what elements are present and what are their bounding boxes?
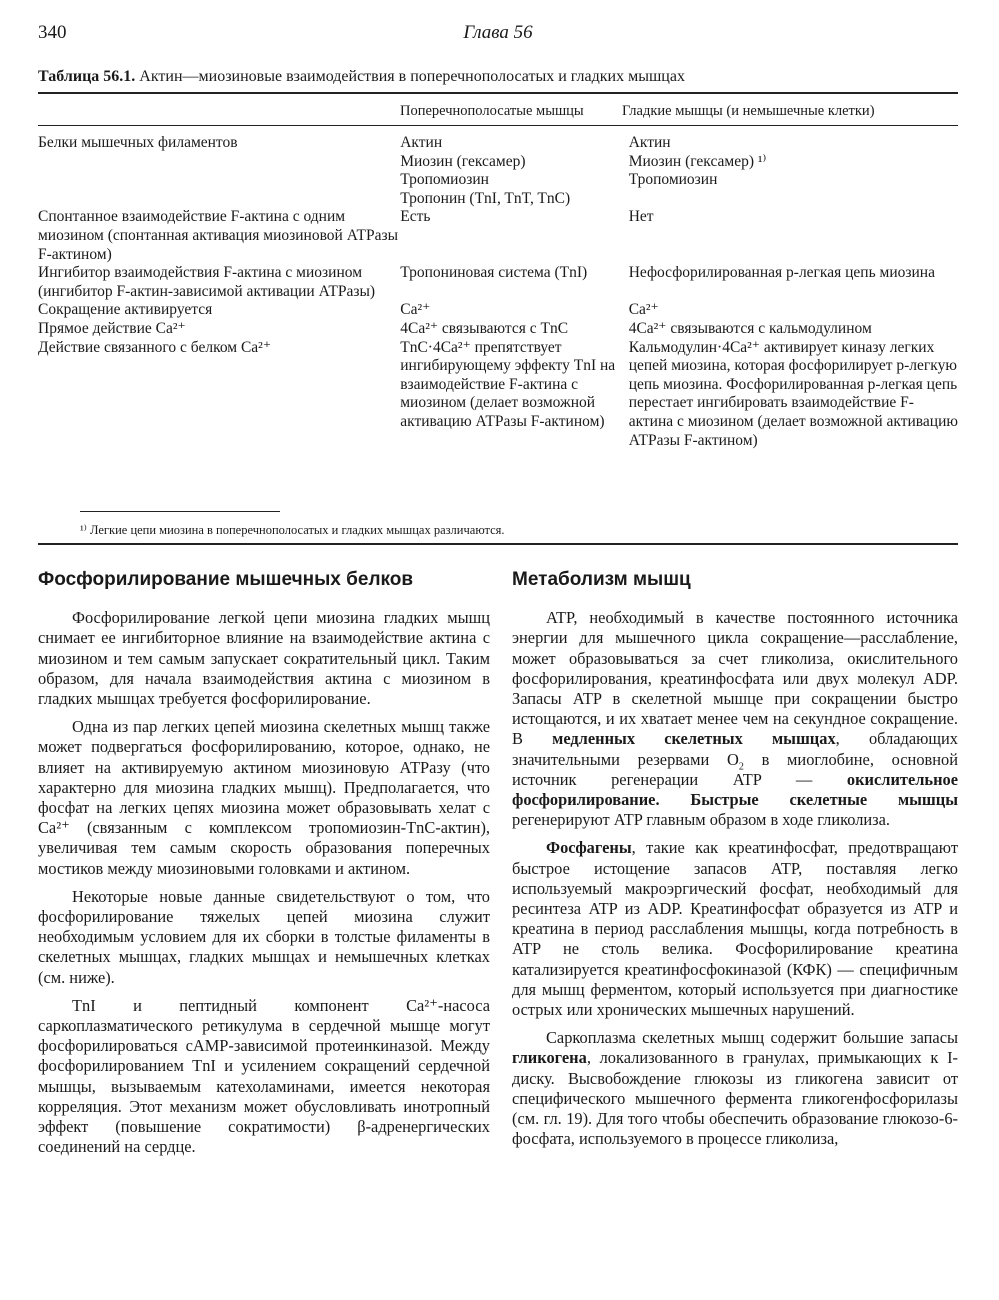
smooth-cell: Ca²⁺ (628, 301, 659, 319)
smooth-cell (629, 134, 958, 208)
right-column (512, 570, 958, 1157)
smooth-cell: Нет (628, 208, 654, 226)
paragraph: Саркоплазма скелетных мышц содержит большие запасы гликогена, локализованного в гранулах, примыкающих к I-диску. Высвобождение глюкозы из гликогена зависит от специфического мышечного фермента гликогенфосфорилазы (см. гл. 19). Для того чтобы обеспечить образование глюкозо-6-фосфата, используемого в процессе гликолиза, (512, 1028, 958, 1149)
comparison-table (38, 134, 958, 450)
striated-cell: TnC·4Ca²⁺ препятствует ингибирующему эффекту TnI на взаимодействие F-актина с миозином (делает возможной активацию АТРазы F-актином) (400, 338, 616, 430)
table-top-rule (38, 92, 958, 94)
paragraph: Фосфагены, такие как креатинфосфат, предотвращают быстрое истощение запасов ATP, поставляя легко используемый макроэргический фосфат, необходимый для ресинтеза ATP из ADP. Креатинфосфат образуется из ATP и креатина в период расслабления мышцы, когда потребность в ATP не столь велика. Фосфорилирование креатина катализируется креатинфосфокиназой (КФК) — специфичным для мышц ферментом, который используется при диагностике острых или хронических мышечных нарушений. (512, 838, 958, 1020)
row-label: Ингибитор взаимодействия F-актина с миозином (ингибитор F-актин-зависимой активации АТРазы) (38, 264, 376, 300)
cell-line: Тропонин (TnI, TnT, TnC) (400, 189, 571, 207)
table-row (38, 134, 958, 208)
footnote-rule (80, 511, 280, 512)
cell-line: Миозин (гексамер) (400, 152, 526, 170)
page-number: 340 (38, 22, 67, 43)
table-row (38, 264, 958, 301)
striated-cell: Ca²⁺ (400, 301, 431, 319)
striated-cell: 4Ca²⁺ связываются с TnC (400, 319, 569, 337)
left-column (38, 570, 490, 1165)
row-label: Прямое действие Ca²⁺ (38, 319, 186, 337)
table-header-rule (38, 125, 958, 126)
table-row (38, 208, 958, 264)
striated-cell: Есть (400, 208, 431, 226)
paragraph: TnI и пептидный компонент Ca²⁺-насоса саркоплазматического ретикулума в сердечной мышце могут фосфорилироваться cAMP-зависимой протеинкиназой. Между фосфорилированием TnI и усилением сокращений сердечной мышцы, вызываемым катехоламинами, имеется некоторая корреляция. Этот механизм может обусловливать инотропный эффект (повышение сократимости) β-адренергических соединений на сердце. (38, 995, 490, 1157)
column-header-smooth: Гладкие мышцы (и немышечные клетки) (622, 103, 875, 119)
smooth-cell: Нефосфорилированная р-легкая цепь миозина (628, 264, 935, 282)
paragraph: ATP, необходимый в качестве постоянного источника энергии для мышечного цикла сокращение—расслабление, может образовываться за счет гликолиза, окислительного фосфорилирования, креатинфосфата или двух молекул ADP. Запасы ATP в скелетной мышце при сокращении быстро истощаются, и их хватает менее чем на секундное сокращение. В медленных скелетных мышцах, обладающих значительными резервами $O_2$ в миоглобине, основной источник регенерации ATP — окислительное фосфорилирование. Быстрые скелетные мышцы регенерируют ATP главным образом в ходе гликолиза. (512, 608, 958, 830)
row-label: Спонтанное взаимодействие F-актина с одним миозином (спонтанная активация миозиновой АТРазы F-актином) (38, 208, 399, 263)
paragraph: Некоторые новые данные свидетельствуют о том, что фосфорилирование тяжелых цепей миозина служит необходимым условием для их сборки в толстые филаменты в скелетных мышцах, гладких мышцах и немышечных клетках (см. ниже). (38, 886, 490, 987)
paragraph: Одна из пар легких цепей миозина скелетных мышц также может подвергаться фосфорилированию, которое, однако, не влияет на активируемую актином миозиновую АТРазу (что характерно для миозина гладких мышц). Предполагается, что фосфат на легких цепях миозина может образовывать хелат с Ca²⁺ (связанным с комплексом тропомиозин-TnC-актин), увеличивая тем самым скорость образования поперечных мостиков между миозиновыми головками и актином. (38, 717, 490, 878)
smooth-cell: Кальмодулин·4Ca²⁺ активирует киназу легких цепей миозина, которая фосфорилирует р-легкую цепь миозина. Фосфорилированная р-легкая цепь перестает ингибировать взаимодействие F-актина с миозином (делает возможной активацию АТРазы F-актином) (628, 338, 958, 449)
cell-line: Тропомиозин (400, 171, 489, 189)
cell-line: Миозин (гексамер) ¹⁾ (628, 152, 767, 170)
paragraph: Фосфорилирование легкой цепи миозина гладких мышц снимает ее ингибиторное влияние на взаимодействие актина с миозином и тем самым запускает сократительный цикл. Таким образом, для начала взаимодействия актина с миозином в гладких мышцах требуется фосфорилирование. (38, 608, 490, 709)
table-row (38, 320, 958, 339)
table-row (38, 339, 958, 451)
column-header-striated: Поперечнополосатые мышцы (400, 103, 584, 119)
cell-line: Актин (628, 134, 671, 151)
table-row (38, 301, 958, 320)
table-caption-text: Актин—миозиновые взаимодействия в поперечнополосатых и гладких мышцах (139, 68, 685, 85)
table-caption (38, 68, 958, 86)
page-header (38, 22, 958, 46)
striated-cell: Тропониновая система (TnI) (400, 264, 588, 282)
striated-cell (400, 134, 628, 208)
cell-line: Тропомиозин (628, 171, 718, 189)
table-footnote: ¹⁾ Легкие цепи миозина в поперечнополосатых и гладких мышцах различаются. (80, 523, 505, 537)
row-label: Белки мышечных филаментов (38, 134, 238, 151)
row-label: Действие связанного с белком Ca²⁺ (38, 338, 271, 356)
section-heading: Фосфорилирование мышечных белков (38, 569, 414, 590)
table-caption-label: Таблица 56.1. (38, 68, 136, 85)
smooth-cell: 4Ca²⁺ связываются с кальмодулином (628, 319, 872, 337)
chapter-title: Глава 56 (463, 22, 533, 43)
row-label: Сокращение активируется (38, 301, 213, 319)
table-bottom-rule (38, 543, 958, 545)
cell-line: Актин (400, 134, 443, 151)
section-heading: Метаболизм мышц (512, 569, 691, 590)
